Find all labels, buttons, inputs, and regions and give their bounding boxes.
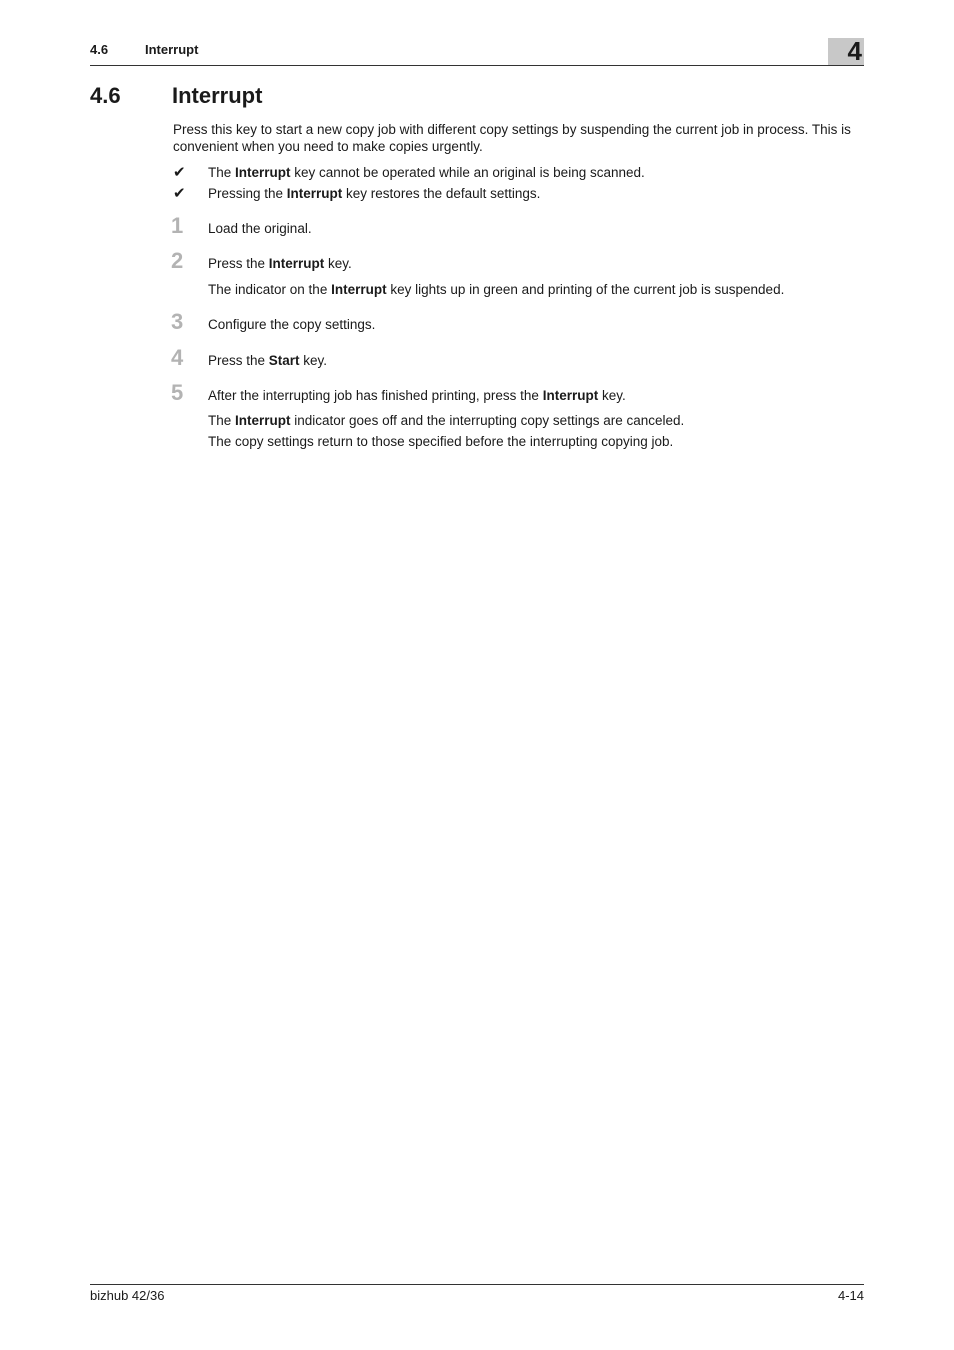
footer-model: bizhub 42/36 bbox=[90, 1288, 165, 1303]
intro-paragraph: Press this key to start a new copy job with different copy settings by suspending the current job in process. This is convenient when you need to make copies urgently. bbox=[173, 122, 851, 154]
check-text: Pressing the Interrupt key restores the default settings. bbox=[208, 186, 541, 201]
step-text: Press the Interrupt key. bbox=[208, 256, 352, 271]
check-icon: ✔ bbox=[173, 164, 186, 181]
step-number: 5 bbox=[171, 380, 184, 405]
step-number: 2 bbox=[171, 248, 184, 273]
page-title bbox=[90, 83, 262, 109]
title-number: 4.6 bbox=[90, 83, 121, 108]
header-section-title: Interrupt bbox=[145, 42, 199, 57]
check-icon: ✔ bbox=[173, 185, 186, 202]
step-note: The copy settings return to those specified before the interrupting copying job. bbox=[208, 434, 674, 449]
chapter-badge bbox=[828, 38, 864, 65]
title-text: Interrupt bbox=[172, 83, 263, 108]
step-text: Load the original. bbox=[208, 221, 312, 236]
page-header bbox=[90, 36, 864, 66]
header-section-number: 4.6 bbox=[90, 42, 109, 57]
step-number: 1 bbox=[171, 213, 184, 238]
page-footer bbox=[90, 1284, 864, 1303]
footer-page-number: 4-14 bbox=[837, 1288, 864, 1303]
chapter-number: 4 bbox=[847, 36, 862, 66]
step-number: 4 bbox=[171, 345, 184, 370]
step-text: Press the Start key. bbox=[208, 353, 328, 368]
check-text: The Interrupt key cannot be operated while an original is being scanned. bbox=[208, 165, 645, 180]
step-text: Configure the copy settings. bbox=[208, 317, 376, 332]
step-note: The indicator on the Interrupt key lights up in green and printing of the current job is suspended. bbox=[208, 282, 785, 297]
step-number: 3 bbox=[171, 309, 184, 334]
step-note: The Interrupt indicator goes off and the interrupting copy settings are canceled. bbox=[208, 413, 685, 428]
step-text: After the interrupting job has finished printing, press the Interrupt key. bbox=[208, 388, 626, 403]
